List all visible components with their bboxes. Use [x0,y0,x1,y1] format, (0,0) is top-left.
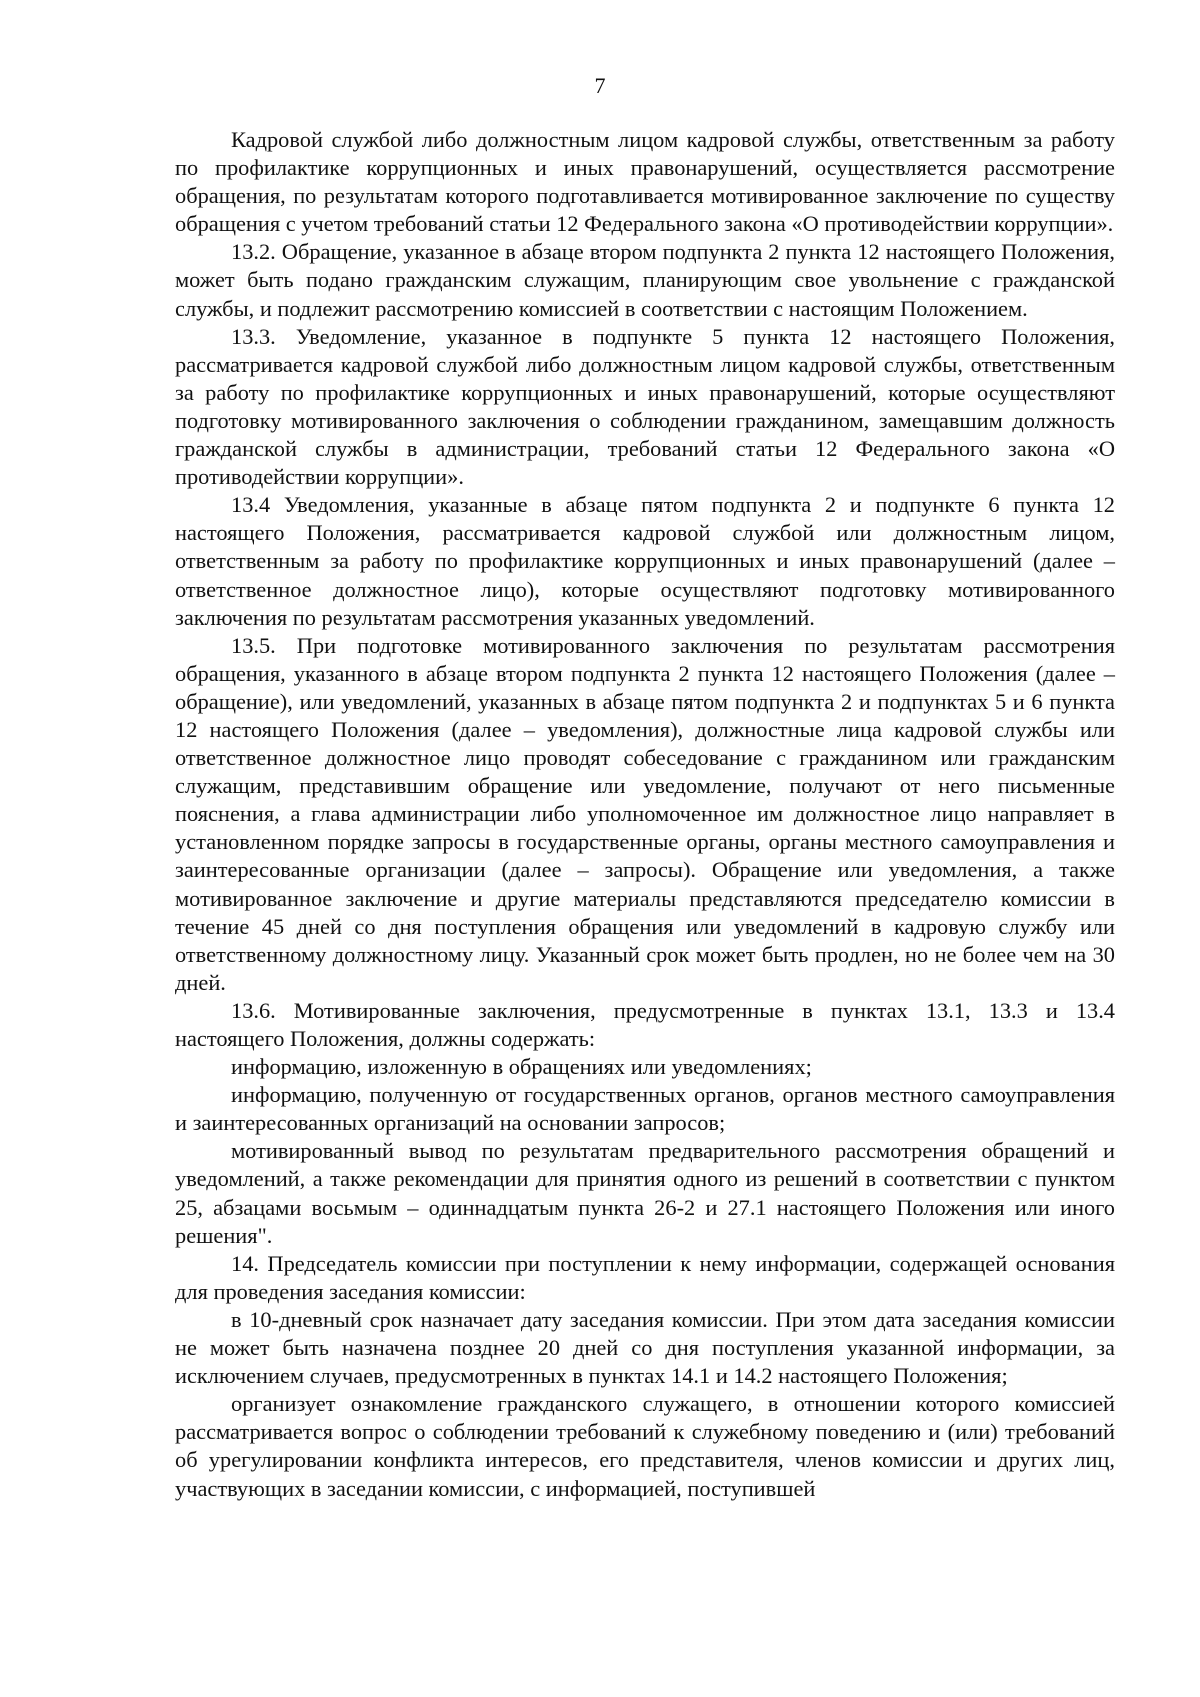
paragraph-13-6: 13.6. Мотивированные заключения, предусмотренные в пунктах 13.1, 13.3 и 13.4 настоящего Положения, должны содержать: [175,997,1115,1051]
list-item-info-from-appeals: информацию, изложенную в обращениях или уведомлениях; [231,1054,812,1080]
list-item-familiarization: организует ознакомление гражданского служащего, в отношении которого комиссией рассматривается вопрос о соблюдении требований к служебному поведению и (или) требований об урегулировании конфликта интересов, его представителя, членов комиссии и других лиц, участвующих в заседании комиссии, с информацией, поступившей [175,1391,1115,1501]
paragraph-review-by-hr: Кадровой службой либо должностным лицом кадровой службы, ответственным за работу по профилактике коррупционных и иных правонарушений, осуществляется рассмотрение обращения, по результатам которого подготавливается мотивированное заключение по существу обращения с учетом требований статьи 12 Федерального закона «О противодействии коррупции». [175,127,1115,237]
document-body [175,126,1115,1503]
paragraph-13-4: 13.4 Уведомления, указанные в абзаце пятом подпункта 2 и подпункте 6 пункта 12 настоящего Положения, рассматривается кадровой службой или должностным лицом, ответственным за работу по профилактике коррупционных и иных правонарушений (далее – ответственное должностное лицо), которые осуществляют подготовку мотивированного заключения по результатам рассмотрения указанных уведомлений. [175,492,1115,630]
paragraph-13-3: 13.3. Уведомление, указанное в подпункте 5 пункта 12 настоящего Положения, рассматривается кадровой службой либо должностным лицом кадровой службы, ответственным за работу по профилактике коррупционных и иных правонарушений, которые осуществляют подготовку мотивированного заключения о соблюдении гражданином, замещавшим должность гражданской службы в администрации, требований статьи 12 Федерального закона «О противодействии коррупции». [175,323,1115,490]
list-item-info-from-authorities: информацию, полученную от государственных органов, органов местного самоуправления и заинтересованных организаций на основании запросов; [175,1082,1115,1136]
list-item-meeting-date: в 10-дневный срок назначает дату заседания комиссии. При этом дата заседания комиссии не может быть назначена позднее 20 дней со дня поступления указанной информации, за исключением случаев, предусмотренных в пунктах 14.1 и 14.2 настоящего Положения; [175,1306,1115,1389]
paragraph-13-5: 13.5. При подготовке мотивированного заключения по результатам рассмотрения обращения, указанного в абзаце втором подпункта 2 пункта 12 настоящего Положения (далее – обращение), или уведомлений, указанных в абзаце пятом подпункта 2 и подпунктах 5 и 6 пункта 12 настоящего Положения (далее – уведомления), должностные лица кадровой службы или ответственное должностное лицо проводят собеседование с гражданином или гражданским служащим, представившим обращение или уведомление, получают от него письменные пояснения, а глава администрации либо уполномоченное им должностное лицо направляет в установленном порядке запросы в государственные органы, органы местного самоуправления и заинтересованные организации (далее – запросы). Обращение или уведомления, а также мотивированное заключение и другие материалы представляются председателю комиссии в течение 45 дней со дня поступления обращения или уведомлений в кадровую службу или ответственному должностному лицу. Указанный срок может быть продлен, но не более чем на 30 дней. [175,632,1115,995]
paragraph-14: 14. Председатель комиссии при поступлении к нему информации, содержащей основания для проведения заседания комиссии: [175,1250,1115,1304]
paragraph-13-2: 13.2. Обращение, указанное в абзаце втором подпункта 2 пункта 12 настоящего Положения, может быть подано гражданским служащим, планирующим свое увольнение с гражданской службы, и подлежит рассмотрению комиссией в соответствии с настоящим Положением. [175,239,1115,321]
page-number: 7 [594,73,606,98]
list-item-motivated-conclusion: мотивированный вывод по результатам предварительного рассмотрения обращений и уведомлений, а также рекомендации для принятия одного из решений в соответствии с пунктом 25, абзацами восьмым – одиннадцатым пункта 26-2 и 27.1 настоящего Положения или иного решения". [175,1138,1115,1248]
